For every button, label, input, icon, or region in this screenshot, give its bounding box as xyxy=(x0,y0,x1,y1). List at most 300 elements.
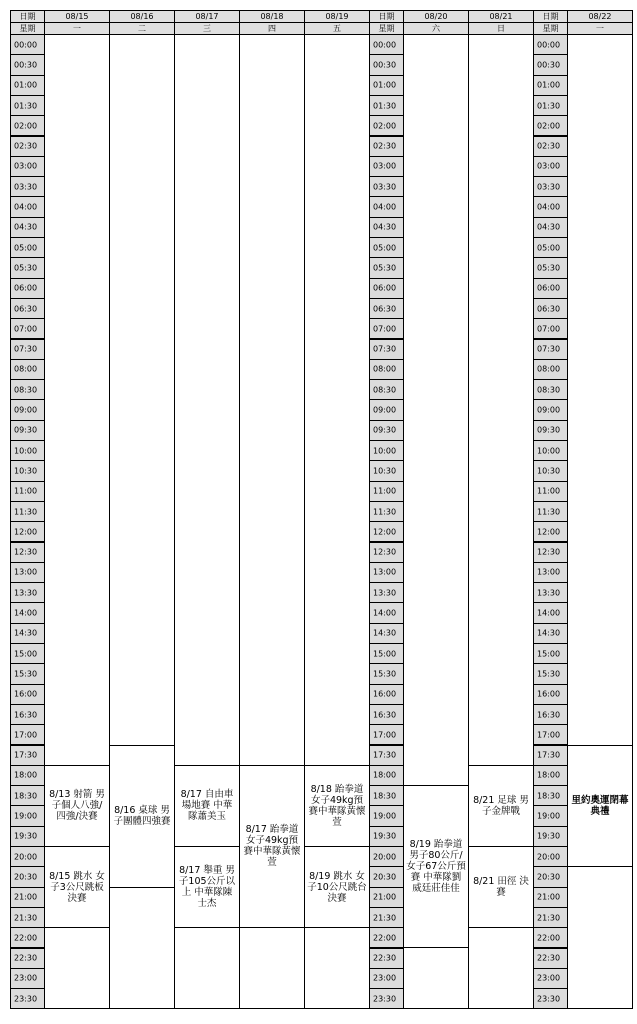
time-slot xyxy=(369,663,404,684)
event-cell[interactable] xyxy=(174,846,240,928)
time-slot xyxy=(369,643,404,664)
time-slot xyxy=(533,115,568,136)
time-slot xyxy=(10,379,45,400)
time-label: 17:00 xyxy=(14,730,38,740)
time-label: 19:00 xyxy=(537,811,561,821)
time-label: 03:30 xyxy=(14,182,38,192)
weekday-label: 星期 xyxy=(19,24,36,33)
time-slot xyxy=(533,562,568,583)
time-slot xyxy=(10,156,45,177)
time-label: 07:30 xyxy=(14,344,38,354)
time-label: 19:00 xyxy=(14,811,38,821)
time-label: 02:30 xyxy=(537,141,561,151)
time-label: 22:00 xyxy=(537,933,561,943)
time-label: 16:00 xyxy=(537,689,561,699)
time-label: 14:00 xyxy=(14,608,38,618)
time-slot xyxy=(369,846,404,867)
time-slot xyxy=(10,623,45,644)
time-slot xyxy=(10,359,45,380)
event-text: 里約奧運閉幕典禮 xyxy=(571,794,629,817)
time-slot xyxy=(369,176,404,197)
time-slot xyxy=(533,927,568,948)
time-label: 08:30 xyxy=(373,385,397,395)
event-cell[interactable] xyxy=(304,846,370,928)
time-slot xyxy=(533,379,568,400)
time-slot xyxy=(10,927,45,948)
time-slot xyxy=(10,75,45,96)
date-text: 08/18 xyxy=(260,12,284,21)
time-slot xyxy=(10,988,45,1009)
event-cell[interactable] xyxy=(468,765,534,847)
time-label: 22:30 xyxy=(14,953,38,963)
event-text: 8/17 舉重 男子105公斤以上 中華隊陳士杰 xyxy=(178,865,236,910)
time-slot xyxy=(533,968,568,989)
time-label: 01:30 xyxy=(373,101,397,111)
time-label: 11:30 xyxy=(373,507,397,517)
time-slot xyxy=(369,359,404,380)
time-label: 04:00 xyxy=(14,202,38,212)
time-slot xyxy=(533,704,568,725)
time-slot xyxy=(369,866,404,887)
time-slot xyxy=(369,379,404,400)
time-slot xyxy=(533,724,568,745)
time-label: 01:00 xyxy=(14,80,38,90)
time-label: 12:30 xyxy=(14,547,38,557)
time-label: 16:30 xyxy=(373,710,397,720)
time-slot xyxy=(533,339,568,360)
time-label: 06:00 xyxy=(537,283,561,293)
time-slot xyxy=(369,785,404,806)
time-label: 07:30 xyxy=(373,344,397,354)
time-label: 07:00 xyxy=(537,324,561,334)
time-slot xyxy=(369,542,404,563)
time-slot xyxy=(369,765,404,786)
weekday-label: 星期 xyxy=(542,24,559,33)
event-cell[interactable] xyxy=(567,745,633,868)
time-label: 15:30 xyxy=(373,669,397,679)
event-cell[interactable] xyxy=(239,765,305,928)
time-label: 19:30 xyxy=(537,831,561,841)
time-label: 08:00 xyxy=(373,364,397,374)
time-slot xyxy=(533,196,568,217)
time-slot xyxy=(533,684,568,705)
time-slot xyxy=(10,663,45,684)
date-text: 08/20 xyxy=(424,12,448,21)
time-label: 04:00 xyxy=(537,202,561,212)
time-label: 23:30 xyxy=(373,994,397,1004)
time-label: 05:30 xyxy=(373,263,397,273)
time-slot xyxy=(369,826,404,847)
time-slot xyxy=(533,420,568,441)
time-label: 08:30 xyxy=(537,385,561,395)
event-text: 8/18 跆拳道女子49kg預賽中華隊黃懷萱 xyxy=(308,783,366,828)
time-slot xyxy=(369,684,404,705)
time-label: 20:00 xyxy=(373,852,397,862)
time-slot xyxy=(369,440,404,461)
time-label: 09:00 xyxy=(373,405,397,415)
time-slot xyxy=(10,237,45,258)
time-label: 10:00 xyxy=(537,446,561,456)
weekday-text: 三 xyxy=(203,24,211,33)
time-label: 09:30 xyxy=(14,425,38,435)
time-slot xyxy=(533,948,568,969)
time-label: 03:30 xyxy=(373,182,397,192)
time-label: 12:30 xyxy=(537,547,561,557)
time-label: 08:30 xyxy=(14,385,38,395)
time-slot xyxy=(10,826,45,847)
time-label: 09:30 xyxy=(373,425,397,435)
time-label: 20:00 xyxy=(537,852,561,862)
time-label: 22:30 xyxy=(537,953,561,963)
event-text: 8/21 足球 男子金牌戰 xyxy=(473,794,529,817)
time-label: 02:30 xyxy=(14,141,38,151)
time-label: 03:00 xyxy=(373,161,397,171)
time-label: 18:00 xyxy=(537,770,561,780)
time-slot xyxy=(10,765,45,786)
time-slot xyxy=(10,501,45,522)
time-label: 11:30 xyxy=(537,507,561,517)
time-slot xyxy=(10,257,45,278)
time-label: 20:00 xyxy=(14,852,38,862)
time-slot xyxy=(533,826,568,847)
event-text: 8/17 跆拳道女子49kg預賽中華隊黃懷萱 xyxy=(243,824,301,869)
time-label: 21:00 xyxy=(537,892,561,902)
time-label: 14:00 xyxy=(373,608,397,618)
time-slot xyxy=(369,805,404,826)
time-label: 22:00 xyxy=(14,933,38,943)
time-label: 06:30 xyxy=(537,304,561,314)
time-slot xyxy=(10,887,45,908)
time-label: 21:30 xyxy=(373,913,397,923)
time-label: 05:00 xyxy=(537,243,561,253)
time-label: 12:00 xyxy=(537,527,561,537)
time-label: 07:00 xyxy=(14,324,38,334)
time-slot xyxy=(10,217,45,238)
time-label: 23:30 xyxy=(14,994,38,1004)
time-label: 21:30 xyxy=(537,913,561,923)
time-label: 18:30 xyxy=(537,791,561,801)
time-slot xyxy=(10,440,45,461)
time-slot xyxy=(10,948,45,969)
time-slot xyxy=(533,217,568,238)
time-label: 18:00 xyxy=(373,770,397,780)
time-slot xyxy=(369,501,404,522)
time-label: 02:30 xyxy=(373,141,397,151)
time-label: 00:00 xyxy=(14,40,38,50)
time-label: 21:30 xyxy=(14,913,38,923)
time-slot xyxy=(533,501,568,522)
time-slot xyxy=(10,481,45,502)
time-slot xyxy=(369,521,404,542)
time-label: 10:00 xyxy=(373,446,397,456)
time-label: 14:30 xyxy=(537,628,561,638)
time-label: 20:30 xyxy=(14,872,38,882)
time-slot xyxy=(533,521,568,542)
time-label: 17:30 xyxy=(537,750,561,760)
date-text: 08/19 xyxy=(325,12,349,21)
time-label: 18:30 xyxy=(14,791,38,801)
time-slot xyxy=(533,75,568,96)
time-label: 13:00 xyxy=(537,567,561,577)
time-label: 21:00 xyxy=(14,892,38,902)
time-slot xyxy=(533,278,568,299)
time-slot xyxy=(369,704,404,725)
time-slot xyxy=(369,95,404,116)
time-slot xyxy=(533,846,568,867)
time-label: 13:00 xyxy=(14,567,38,577)
date-text: 08/17 xyxy=(195,12,219,21)
time-label: 10:00 xyxy=(14,446,38,456)
time-slot xyxy=(369,460,404,481)
time-label: 20:30 xyxy=(373,872,397,882)
time-slot xyxy=(10,684,45,705)
event-text: 8/15 跳水 女子3公尺跳板決賽 xyxy=(49,870,105,904)
time-slot xyxy=(369,318,404,339)
time-label: 19:00 xyxy=(373,811,397,821)
time-slot xyxy=(10,521,45,542)
time-slot xyxy=(533,34,568,55)
time-label: 08:00 xyxy=(537,364,561,374)
time-slot xyxy=(369,217,404,238)
date-text: 08/15 xyxy=(65,12,89,21)
time-slot xyxy=(533,785,568,806)
time-label: 11:00 xyxy=(373,486,397,496)
time-slot xyxy=(533,643,568,664)
time-slot xyxy=(533,745,568,766)
time-label: 00:00 xyxy=(373,40,397,50)
time-label: 15:30 xyxy=(14,669,38,679)
time-slot xyxy=(10,399,45,420)
time-label: 12:30 xyxy=(373,547,397,557)
time-label: 03:00 xyxy=(14,161,38,171)
time-slot xyxy=(10,95,45,116)
time-slot xyxy=(10,542,45,563)
time-slot xyxy=(10,278,45,299)
time-slot xyxy=(533,765,568,786)
time-slot xyxy=(10,136,45,157)
time-label: 10:30 xyxy=(14,466,38,476)
time-label: 16:30 xyxy=(14,710,38,720)
weekday-label: 星期 xyxy=(378,24,395,33)
event-cell[interactable] xyxy=(403,785,469,948)
date-label: 日期 xyxy=(378,12,395,21)
time-label: 17:00 xyxy=(537,730,561,740)
date-text: 08/22 xyxy=(588,12,612,21)
time-label: 16:00 xyxy=(373,689,397,699)
time-slot xyxy=(10,460,45,481)
time-slot xyxy=(10,196,45,217)
time-label: 16:30 xyxy=(537,710,561,720)
time-label: 13:30 xyxy=(373,588,397,598)
time-label: 14:00 xyxy=(537,608,561,618)
weekday-text: 四 xyxy=(268,24,276,33)
time-label: 20:30 xyxy=(537,872,561,882)
time-label: 02:00 xyxy=(14,121,38,131)
time-label: 06:30 xyxy=(14,304,38,314)
time-label: 15:00 xyxy=(537,649,561,659)
time-label: 12:00 xyxy=(373,527,397,537)
time-slot xyxy=(10,420,45,441)
time-label: 09:00 xyxy=(14,405,38,415)
time-label: 15:00 xyxy=(14,649,38,659)
time-slot xyxy=(533,542,568,563)
time-label: 23:00 xyxy=(537,973,561,983)
event-cell[interactable] xyxy=(174,765,240,847)
time-slot xyxy=(533,582,568,603)
time-slot xyxy=(533,866,568,887)
time-slot xyxy=(533,663,568,684)
time-slot xyxy=(369,887,404,908)
time-label: 19:30 xyxy=(373,831,397,841)
time-label: 07:30 xyxy=(537,344,561,354)
time-slot xyxy=(10,339,45,360)
time-slot xyxy=(533,887,568,908)
time-slot xyxy=(369,339,404,360)
time-label: 11:00 xyxy=(14,486,38,496)
time-slot xyxy=(10,704,45,725)
time-label: 01:30 xyxy=(537,101,561,111)
event-cell[interactable] xyxy=(468,846,534,928)
time-slot xyxy=(10,805,45,826)
date-text: 08/21 xyxy=(489,12,513,21)
time-slot xyxy=(369,196,404,217)
time-slot xyxy=(533,318,568,339)
time-slot xyxy=(369,298,404,319)
weekday-text: 一 xyxy=(73,24,81,33)
time-label: 06:30 xyxy=(373,304,397,314)
time-slot xyxy=(369,602,404,623)
time-label: 23:00 xyxy=(373,973,397,983)
time-slot xyxy=(369,136,404,157)
time-slot xyxy=(369,115,404,136)
time-slot xyxy=(369,156,404,177)
time-label: 12:00 xyxy=(14,527,38,537)
time-slot xyxy=(10,724,45,745)
time-label: 10:30 xyxy=(537,466,561,476)
time-label: 13:00 xyxy=(373,567,397,577)
time-slot xyxy=(533,602,568,623)
time-slot xyxy=(10,582,45,603)
time-label: 18:00 xyxy=(14,770,38,780)
event-cell[interactable] xyxy=(109,745,175,888)
time-slot xyxy=(533,460,568,481)
time-label: 02:00 xyxy=(373,121,397,131)
weekday-text: 二 xyxy=(138,24,146,33)
time-slot xyxy=(369,968,404,989)
time-slot xyxy=(533,237,568,258)
time-label: 01:30 xyxy=(14,101,38,111)
time-slot xyxy=(10,745,45,766)
event-text: 8/19 跆拳道男子80公斤/女子67公斤預賽 中華隊劉威廷莊佳佳 xyxy=(406,839,466,895)
time-slot xyxy=(369,54,404,75)
time-slot xyxy=(369,745,404,766)
event-text: 8/21 田徑 決賽 xyxy=(473,876,529,899)
time-slot xyxy=(369,34,404,55)
time-slot xyxy=(533,988,568,1009)
time-label: 10:30 xyxy=(373,466,397,476)
time-slot xyxy=(10,602,45,623)
time-slot xyxy=(369,988,404,1009)
time-label: 19:30 xyxy=(14,831,38,841)
time-label: 13:30 xyxy=(14,588,38,598)
time-label: 23:00 xyxy=(14,973,38,983)
time-slot xyxy=(533,440,568,461)
time-slot xyxy=(10,968,45,989)
time-label: 06:00 xyxy=(14,283,38,293)
time-label: 04:30 xyxy=(537,222,561,232)
time-slot xyxy=(10,643,45,664)
time-slot xyxy=(369,75,404,96)
time-slot xyxy=(533,176,568,197)
time-slot xyxy=(533,907,568,928)
time-slot xyxy=(10,54,45,75)
time-label: 04:30 xyxy=(373,222,397,232)
time-slot xyxy=(533,805,568,826)
time-label: 22:30 xyxy=(373,953,397,963)
date-label: 日期 xyxy=(19,12,36,21)
time-slot xyxy=(10,176,45,197)
time-label: 14:30 xyxy=(373,628,397,638)
event-cell[interactable] xyxy=(44,846,110,928)
time-slot xyxy=(10,866,45,887)
event-text: 8/13 射箭 男子個人八強/四強/決賽 xyxy=(49,789,105,823)
time-label: 11:00 xyxy=(537,486,561,496)
time-slot xyxy=(10,115,45,136)
time-slot xyxy=(369,927,404,948)
date-label: 日期 xyxy=(542,12,559,21)
time-label: 01:00 xyxy=(373,80,397,90)
time-slot xyxy=(369,399,404,420)
time-slot xyxy=(533,359,568,380)
time-label: 06:00 xyxy=(373,283,397,293)
time-label: 07:00 xyxy=(373,324,397,334)
event-text: 8/16 桌球 男子團體四強賽 xyxy=(113,805,171,828)
time-label: 17:30 xyxy=(373,750,397,760)
time-label: 22:00 xyxy=(373,933,397,943)
time-slot xyxy=(10,846,45,867)
time-slot xyxy=(369,582,404,603)
time-label: 03:30 xyxy=(537,182,561,192)
event-text: 8/17 自由車場地賽 中華隊蕭美玉 xyxy=(180,789,234,823)
time-slot xyxy=(10,318,45,339)
time-label: 00:30 xyxy=(537,60,561,70)
time-slot xyxy=(369,948,404,969)
weekday-text: 五 xyxy=(333,24,341,33)
date-text: 08/16 xyxy=(130,12,154,21)
weekday-text: 六 xyxy=(432,24,440,33)
time-label: 04:30 xyxy=(14,222,38,232)
event-text: 8/19 跳水 女子10公尺跳台決賽 xyxy=(307,870,367,904)
time-label: 16:00 xyxy=(14,689,38,699)
time-label: 11:30 xyxy=(14,507,38,517)
time-slot xyxy=(10,785,45,806)
time-label: 04:00 xyxy=(373,202,397,212)
time-slot xyxy=(369,724,404,745)
time-label: 15:30 xyxy=(537,669,561,679)
time-slot xyxy=(10,298,45,319)
event-cell[interactable] xyxy=(44,765,110,847)
time-label: 05:30 xyxy=(14,263,38,273)
time-slot xyxy=(533,95,568,116)
time-label: 02:00 xyxy=(537,121,561,131)
time-slot xyxy=(533,298,568,319)
time-label: 00:30 xyxy=(373,60,397,70)
event-cell[interactable] xyxy=(304,765,370,847)
time-slot xyxy=(369,237,404,258)
time-label: 13:30 xyxy=(537,588,561,598)
time-slot xyxy=(369,420,404,441)
time-label: 17:00 xyxy=(373,730,397,740)
